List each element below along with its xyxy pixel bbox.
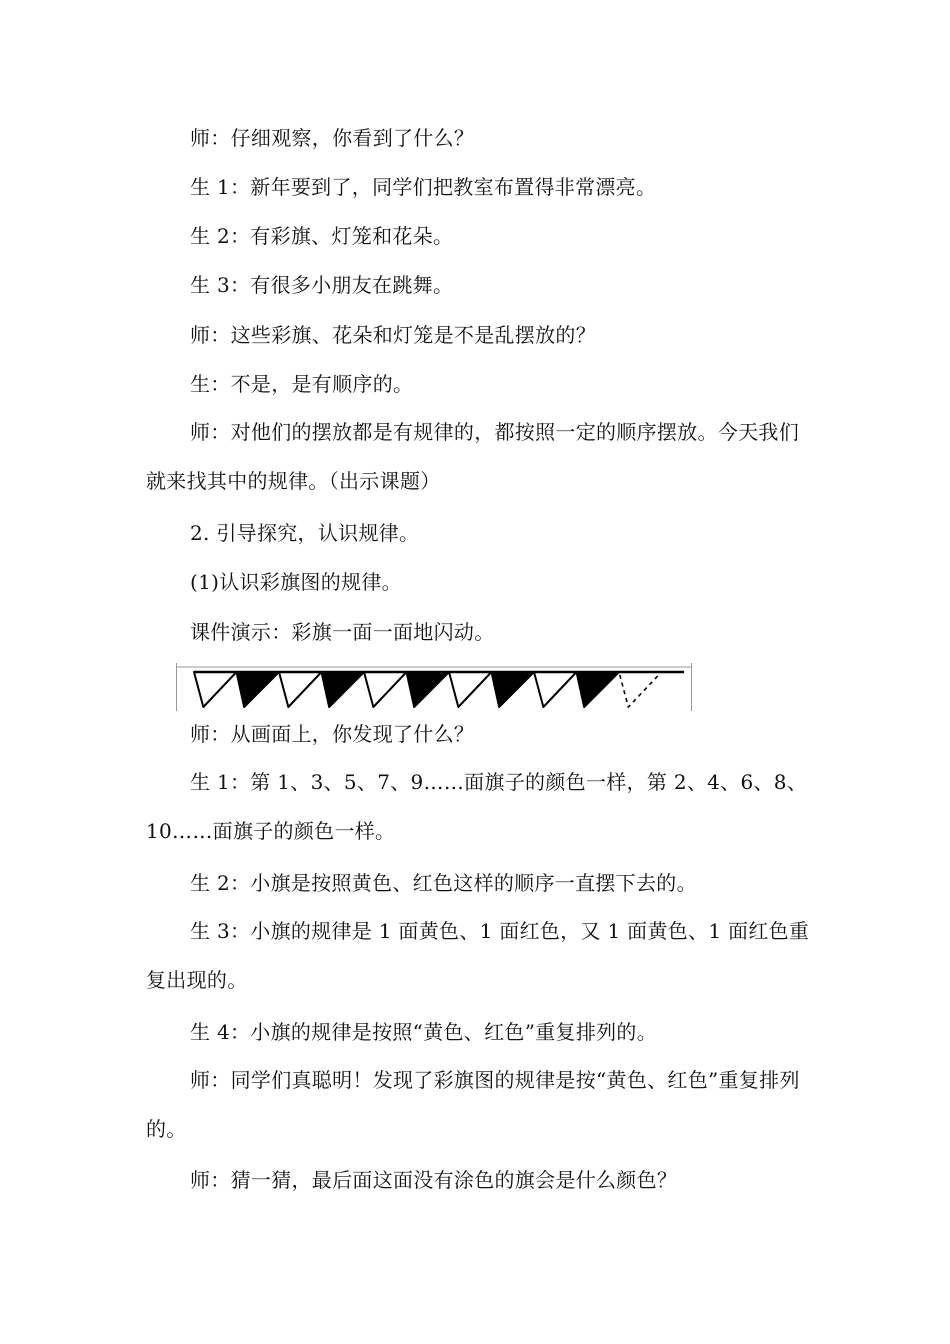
flag-dark-6 <box>407 672 450 707</box>
flag-group <box>194 672 662 707</box>
paragraph: (1)认识彩旗图的规律。 <box>190 570 402 594</box>
paragraph: 生 3：小旗的规律是 1 面黄色、1 面红色，又 1 面黄色、1 面红色重复出现的。 <box>146 919 810 992</box>
flag-light-9 <box>534 672 577 707</box>
paragraph: 师：同学们真聪明！发现了彩旗图的规律是按“黄色、红色”重复排列的。 <box>146 1068 800 1141</box>
flag-light-1 <box>194 672 237 707</box>
flag-dark-8 <box>492 672 535 707</box>
paragraph: 师：仔细观察，你看到了什么？ <box>190 126 475 150</box>
paragraph: 师：从画面上，你发现了什么？ <box>190 722 475 746</box>
paragraph: 生 2：小旗是按照黄色、红色这样的顺序一直摆下去的。 <box>190 871 697 895</box>
flag-light-3 <box>279 672 322 707</box>
flag-dark-2 <box>237 672 280 707</box>
paragraph: 生 1：第 1、3、5、7、9……面旗子的颜色一样，第 2、4、6、8、10……面旗子的颜色一样。 <box>146 770 808 843</box>
paragraph: 生 4：小旗的规律是按照“黄色、红色”重复排列的。 <box>190 1020 658 1044</box>
paragraph: 生：不是，是有顺序的。 <box>190 372 414 396</box>
flag-dark-10 <box>577 672 620 707</box>
paragraph: 生 3：有很多小朋友在跳舞。 <box>190 273 454 297</box>
flag-light-7 <box>449 672 492 707</box>
flag-dark-4 <box>322 672 365 707</box>
paragraph: 课件演示：彩旗一面一面地闪动。 <box>190 620 495 644</box>
flag-light-5 <box>364 672 407 707</box>
flag-blank-11 <box>619 672 662 707</box>
paragraph: 2. 引导探究，认识规律。 <box>190 521 420 545</box>
flag-strip-figure <box>176 663 692 711</box>
paragraph: 生 1：新年要到了，同学们把教室布置得非常漂亮。 <box>190 175 657 199</box>
paragraph: 生 2：有彩旗、灯笼和花朵。 <box>190 224 454 248</box>
paragraph: 师：对他们的摆放都是有规律的，都按照一定的顺序摆放。今天我们就来找其中的规律。（出示课题） <box>146 420 799 493</box>
paragraph: 师：这些彩旗、花朵和灯笼是不是乱摆放的？ <box>190 323 596 347</box>
paragraph: 师：猜一猜，最后面这面没有涂色的旗会是什么颜色？ <box>190 1168 678 1192</box>
